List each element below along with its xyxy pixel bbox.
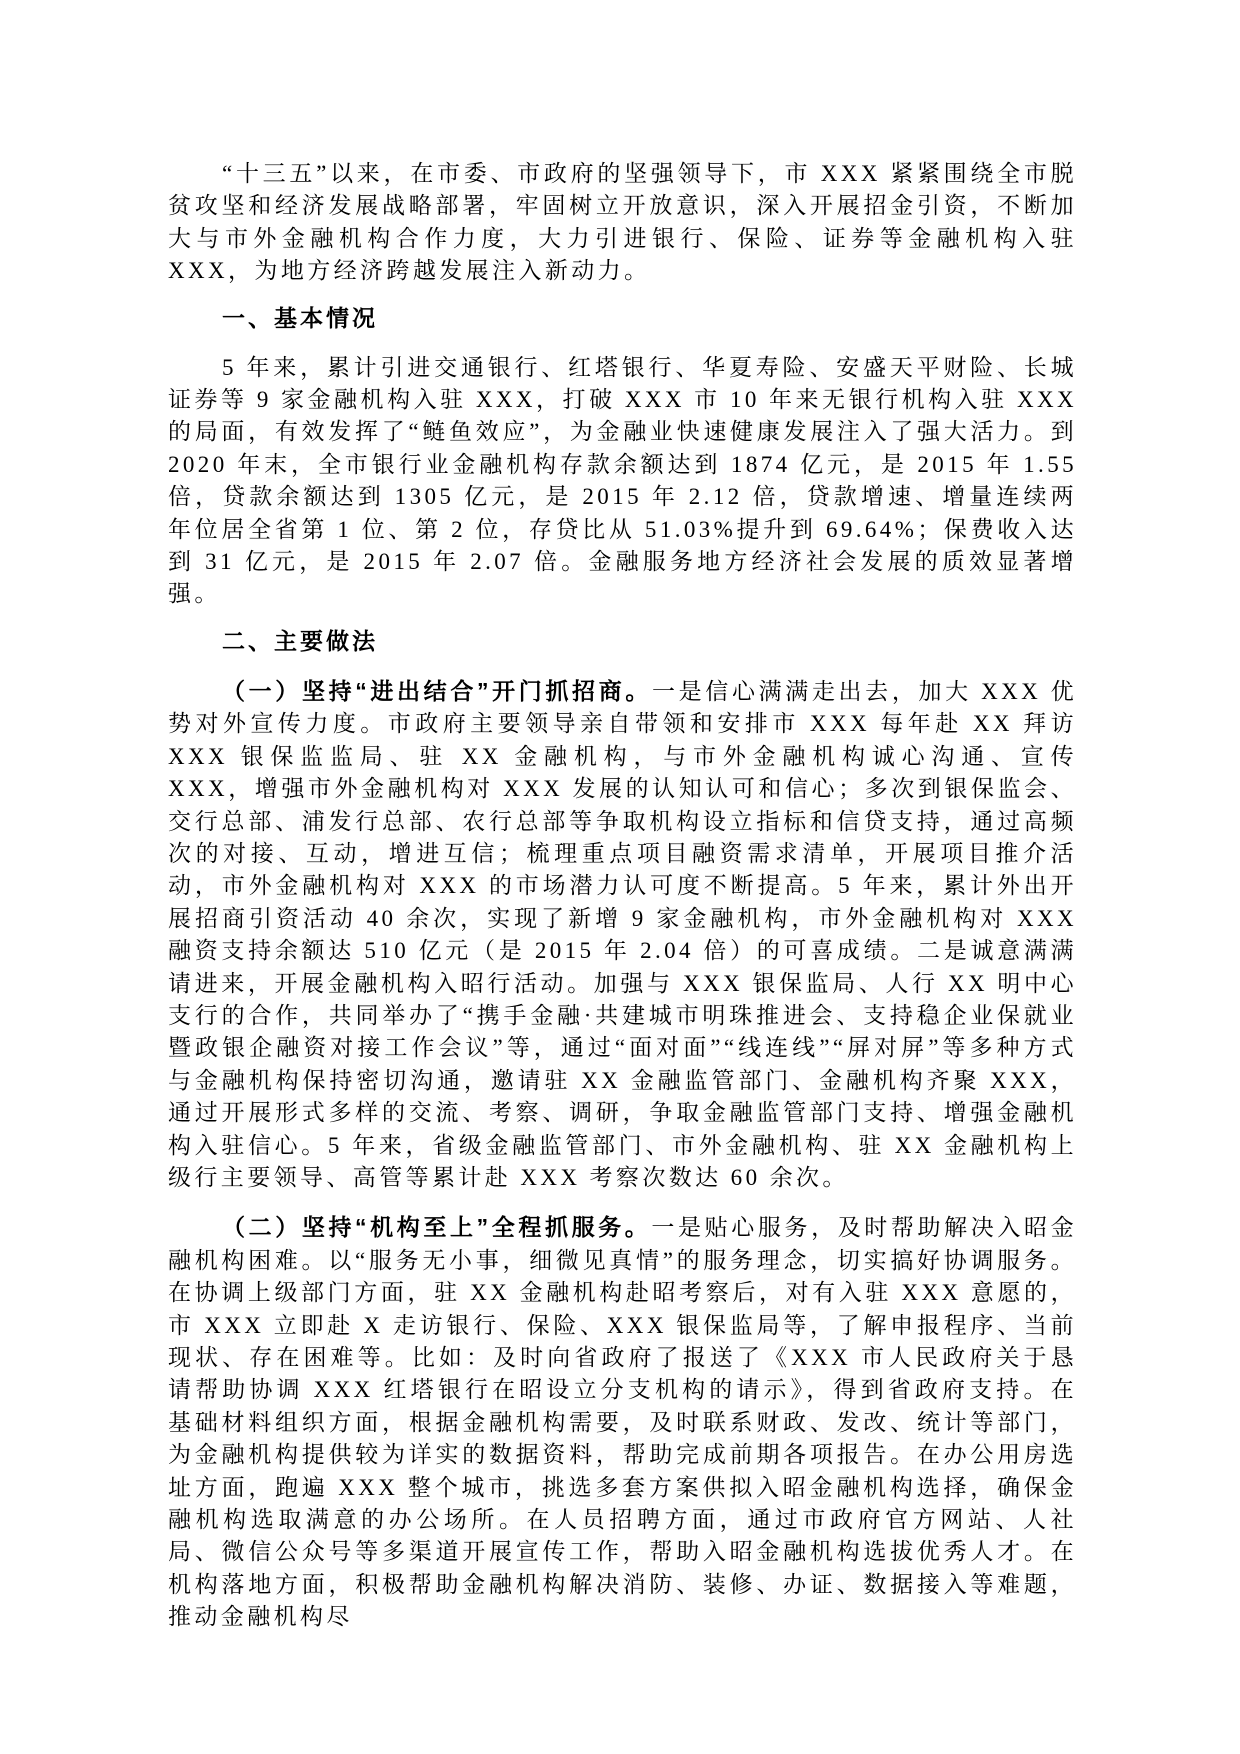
sub-paragraph-1-body: 一是信心满满走出去，加大 XXX 优势对外宣传力度。市政府主要领导亲自带领和安排市 XXX 每年赴 XX 拜访 XXX 银保监监局、驻 XX 金融机构，与市外金融机构诚心沟通、宣传 XXX，增强市外金融机构对 XXX 发展的认知认可和信心；多次到银保监会、交行总部、浦发行总部、农行总部等争取机构设立指标和信贷支持，通过高频次的对接、互动，增进互信；梳理重点项目融资需求清单，开展项目推介活动，市外金融机构对 XXX 的市场潜力认可度不断提高。5 年来，累计外出开展招商引资活动 40 余次，实现了新增 9 家金融机构，市外金融机构对 XXX 融资支持余额达 510 亿元（是 2015 年 2.04 倍）的可喜成绩。二是诚意满满请进来，开展金融机构入昭行活动。加强与 XXX 银保监局、人行 XX 明中心支行的合作，共同举办了“携手金融·共建城市明珠推进会、支持稳企业保就业暨政银企融资对接工作会议”等，通过“面对面”“线连线”“屏对屏”等多种方式与金融机构保持密切沟通，邀请驻 XX 金融监管部门、金融机构齐聚 XXX，通过开展形式多样的交流、考察、调研，争取金融监管部门支持、增强金融机构入驻信心。5 年来，省级金融监管部门、市外金融机构、驻 XX 金融机构上级行主要领导、高管等累计赴 XXX 考察次数达 60 余次。 xyxy=(168,678,1077,1190)
sub-paragraph-2-body: 一是贴心服务，及时帮助解决入昭金融机构困难。以“服务无小事，细微见真情”的服务理念，切实搞好协调服务。在协调上级部门方面，驻 XX 金融机构赴昭考察后，对有入驻 XXX 意愿的，市 XXX 立即赴 X 走访银行、保险、XXX 银保监局等，了解申报程序、当前现状、存在困难等。比如：及时向省政府了报送了《XXX 市人民政府关于恳请帮助协调 XXX 红塔银行在昭设立分支机构的请示》，得到省政府支持。在基础材料组织方面，根据金融机构需要，及时联系财政、发改、统计等部门，为金融机构提供较为详实的数据资料，帮助完成前期各项报告。在办公用房选址方面，跑遍 XXX 整个城市，挑选多套方案供拟入昭金融机构选择，确保金融机构选取满意的办公场所。在人员招聘方面，通过市政府官方网站、人社局、微信公众号等多渠道开展宣传工作，帮助入昭金融机构选拔优秀人才。在机构落地方面，积极帮助金融机构解决消防、装修、办证、数据接入等难题，推动金融机构尽 xyxy=(168,1215,1077,1630)
intro-paragraph: “十三五”以来，在市委、市政府的坚强领导下，市 XXX 紧紧围绕全市脱贫攻坚和经济发展战略部署，牢固树立开放意识，深入开展招金引资，不断加大与市外金融机构合作力度，大力引进银行、保险、证券等金融机构入驻 XXX，为地方经济跨越发展注入新动力。 xyxy=(168,161,1077,284)
sub-paragraph-2-lead: （二）坚持“机构至上”全程抓服务。 xyxy=(222,1214,652,1241)
sub-paragraph-1 xyxy=(168,675,1077,1195)
sub-paragraph-2 xyxy=(168,1211,1077,1633)
sub-paragraph-1-lead: （一）坚持“进出结合”开门抓招商。 xyxy=(222,677,652,704)
basic-situation-paragraph: 5 年来，累计引进交通银行、红塔银行、华夏寿险、安盛天平财险、长城证券等 9 家金融机构入驻 XXX，打破 XXX 市 10 年来无银行机构入驻 XXX 的局面，有效发挥了“鲢鱼效应”，为金融业快速健康发展注入了强大活力。到 2020 年末，全市银行业金融机构存款余额达到 1874 亿元，是 2015 年 1.55 倍，贷款余额达到 1305 亿元，是 2015 年 2.12 倍，贷款增速、增量连续两年位居全省第 1 位、第 2 位，存贷比从 51.03%提升到 69.64%；保费收入达到 31 亿元，是 2015 年 2.07 倍。金融服务地方经济社会发展的质效显著增强。 xyxy=(168,354,1077,607)
section-heading-main-practices: 二、主要做法 xyxy=(222,627,378,654)
section-heading-basic-situation: 一、基本情况 xyxy=(222,304,378,331)
